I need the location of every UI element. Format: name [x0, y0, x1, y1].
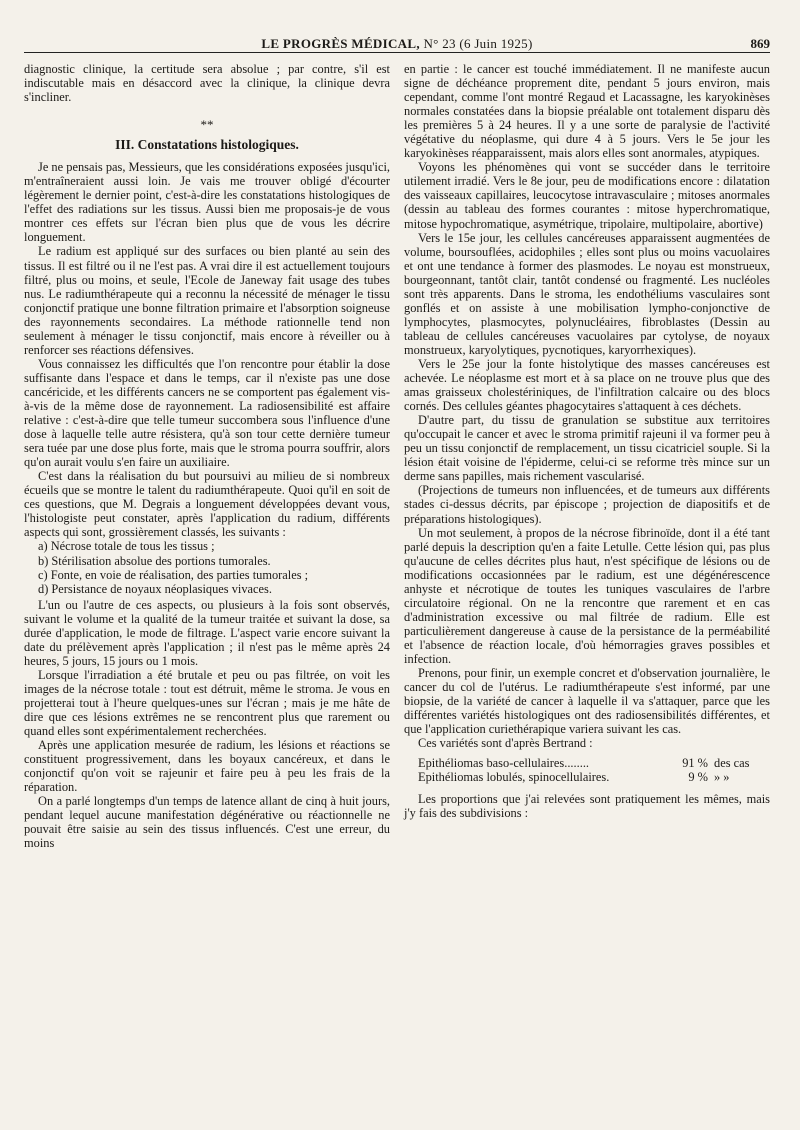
paragraph: L'un ou l'autre de ces aspects, ou plusieurs à la fois sont observés, suivant le volume et la qualité de la tumeur traitée et suivant la dose, sa durée d'application, le mode de filtrage. L'aspect varie encore suivant la date du prélèvement après l'application ; il n'est pas le même après 24 heures, 5 jours, 15 jours ou 1 mois. [24, 597, 390, 668]
list-item: c) Fonte, en voie de réalisation, des parties tumorales ; [38, 567, 309, 582]
paragraph: Prenons, pour finir, un exemple concret et d'observation journalière, le cancer du col de l'utérus. Le radiumthérapeute s'est informé, par une biopsie, de la variété de cancer à laquelle il va s'attaquer, parce que les différentes variétés histologiques ont des radiosensibilités différentes, et que l'application curiethérapique variera suivant les cas. [404, 666, 770, 737]
paragraph: (Projections de tumeurs non influencées, et de tumeurs aux différents stades ci-dessus décrits, par épiscope ; projection de diapositifs et de préparations histologiques). [404, 483, 770, 526]
issue-info: N° 23 (6 Juin 1925) [423, 36, 533, 51]
paragraph: Vers le 15e jour, les cellules cancéreuses apparaissent augmentées de volume, boursouflées, acidophiles ; elles sont plus ou moins vacuolaires et ont une tendance à former des plasmodes. Le noyau est monstrueux, bourgeonnant, tantôt clair, tantôt condensé ou fragmenté. Les nucléoles sont très apparents. Dans le stroma, les endothéliums vasculaires sont gonflés et on assiste à une mobilisation lympho-conjonctive de lymphocytes, plasmocytes, polynucléaires, fibroblastes (Dessin au tableau de cellules cancéreuses vacuolaires par cytolyse, de noyaux monstrueux, karyolytiques, pycnotiques, karyorrhexiques). [404, 230, 770, 357]
journal-title-line [64, 36, 730, 52]
stat-suffix: » » [714, 770, 730, 785]
paragraph: diagnostic clinique, la certitude sera absolue ; par contre, s'il est indiscutable mais en désaccord avec la clinique, la clinique devra s'incliner. [24, 62, 390, 105]
stat-percent: 91 % [682, 756, 708, 771]
paragraph: C'est dans la réalisation du but poursuivi au milieu de si nombreux écueils que se montre le talent du radiumthérapeute. Quoi qu'il en soit de ces questions, que M. Degrais a longuement développées devant vous, l'histologiste peut constater, après l'application du radium, différents aspects qui sont, grossièrement classés, les suivants : [24, 469, 390, 540]
stat-label: Epithéliomas lobulés, spinocellulaires. [418, 770, 610, 785]
stat-suffix: des cas [714, 756, 750, 771]
statistic-row [418, 770, 770, 784]
paragraph: Après une application mesurée de radium, les lésions et réactions se constituent progressivement, dans les boyaux cancéreux, et dans le conjonctif qu'on voit se rajeunir et faire peu à peu les frais de la réparation. [24, 738, 390, 795]
paragraph: Vous connaissez les difficultés que l'on rencontre pour établir la dose suffisante dans l'espace et dans le temps, car il n'existe pas une dose cancéricide, et les différents cancers ne se comportent pas également vis-à-vis de la même dose de rayonnement. La radiosensibilité est affaire relative : c'est-à-dire que telle tumeur succombera sous l'influence d'une dose à laquelle telle autre résistera, qu'à son tour cette dernière tumeur sera tuée par une dose plus forte, mais que le stroma pourra souffrir, alors qu'on aurait voulu s'en faire un auxiliaire. [24, 356, 390, 470]
running-header [24, 30, 770, 53]
stat-label: Epithéliomas baso-cellulaires........ [418, 756, 590, 771]
paragraph: Les proportions que j'ai relevées sont pratiquement les mêmes, mais j'y fais des subdivisions : [404, 792, 770, 821]
section-title: III. Constatations histologiques. [115, 137, 299, 153]
paragraph: Un mot seulement, à propos de la nécrose fibrinoïde, dont il a été tant parlé depuis la description qu'en a faite Letulle. Cette lésion qui, pas plus qu'aucune de celles décrites plus haut, n'est spécifique de lésions ou de modifications occasionnées par le radium, est une dégénérescence anhyste et nécrotique de toutes les tuniques vasculaires de l'arbre circulatoire régional. On ne la rencontre que rarement et en cas d'administration excessive ou mal filtrée de radium. Elle est particulièrement dangereuse à cause de la persistance de la perméabilité et l'absence de réaction locale, d'où hémorragies graves possibles et infection. [404, 525, 770, 666]
page-number: 869 [750, 36, 770, 51]
list-item: a) Nécrose totale de tous les tissus ; [38, 539, 215, 554]
left-column [24, 62, 390, 1100]
paragraph: Voyons les phénomènes qui vont se succéder dans le territoire utilement irradié. Vers le 8e jour, peu de modifications encore : dilatation des vaisseaux capillaires, leucocytose intravasculaire ; mitoses anormales (dessin au tableau des formes courantes : mitose hyperchromatique, mitose hypochromatique, asymétrique, tripolaire, multipolaire, abortive) [404, 160, 770, 231]
paragraph: Ces variétés sont d'après Bertrand : [418, 736, 593, 751]
statistics-list [418, 756, 770, 784]
statistic-row [418, 756, 770, 770]
list-item: b) Stérilisation absolue des portions tumorales. [38, 553, 271, 568]
journal-name: LE PROGRÈS MÉDICAL, [261, 36, 420, 51]
paragraph: Lorsque l'irradiation a été brutale et peu ou pas filtrée, on voit les images de la nécrose totale : tout est détruit, même le stroma. Je vous en projetterai tout à l'heure quelques-unes sur l'écran ; mais je me hâte de dire que ces lésions extrêmes ne se rencontrent plus que rarement ou quand elles sont expérimentalement recherchées. [24, 667, 390, 739]
paragraph: Je ne pensais pas, Messieurs, que les considérations exposées jusqu'ici, m'entraîneraient aussi loin. Je vais me trouver obligé d'écourter légèrement le dernier point, c'est-à-dire les constatations histologiques de l'effet des radiations sur les tissus. Aussi bien me proposais-je de vous montrer ces effets sur l'écran bien plus que de vous les décrire longuement. [24, 160, 390, 245]
paragraph: On a parlé longtemps d'un temps de latence allant de cinq à huit jours, pendant lequel aucune manifestation dégénérative ou réactionnelle ne pouvait être saisie au sein des tissus influencés. C'est une erreur, du moins [24, 794, 390, 851]
stat-percent: 9 % [688, 770, 708, 785]
text-columns [24, 62, 770, 1100]
paragraph: Le radium est appliqué sur des surfaces ou bien planté au sein des tissus. Il est filtré ou il ne l'est pas. A vrai dire il est actuellement toujours filtré, plus ou moins, et seule, l'Ecole de Janeway fait usage des tubes nus. Le radiumthérapeute qui a reconnu la nécessité de ménager le tissu conjonctif pratique une bonne filtration primaire et l'absorption soigneuse des rayonnements secondaires. La méthode rationnelle tend non seulement à ménager le tissu conjonctif, mais encore à réveiller ou à renforcer ses réactions défensives. [24, 244, 390, 357]
paragraph: D'autre part, du tissu de granulation se substitue aux territoires qu'occupait le cancer et avec le stroma primitif rajeuni il va former peu à peu un tissu conjonctif de remplacement, un tissu cicatriciel souple. Si la lésion était voisine de l'épiderme, celui-ci se reforme très mince sur un derme sans papilles, mais richement vascularisé. [404, 413, 770, 484]
list-item: d) Persistance de noyaux néoplasiques vivaces. [38, 581, 272, 596]
paragraph: Vers le 25e jour la fonte histolytique des masses cancéreuses est achevée. Le néoplasme est mort et à sa place on ne trouve plus que des amas graisseux cholestériniques, de l'infiltration calcaire ou des blocs cornés. Des cellules géantes phagocytaires s'attaquent à ces déchets. [404, 356, 770, 414]
right-column [404, 62, 770, 1100]
section-ornament: ** [200, 117, 214, 133]
paragraph: en partie : le cancer est touché immédiatement. Il ne manifeste aucun signe de déchéance proprement dite, pendant 5 jours environ, mais cependant, comme l'ont montré Regaud et Lacassagne, les karyokinèses normales constatées dans la biopsie préalable ont totalement disparu dès les premières 5 à 24 heures. Il y a une sorte de paralysie de l'activité végétative du néoplasme, qui dure 4 à 5 jours. Vers le 5e jour les karyokinèses réapparaissent, mais alors elles sont anormales, atypiques. [404, 62, 770, 161]
